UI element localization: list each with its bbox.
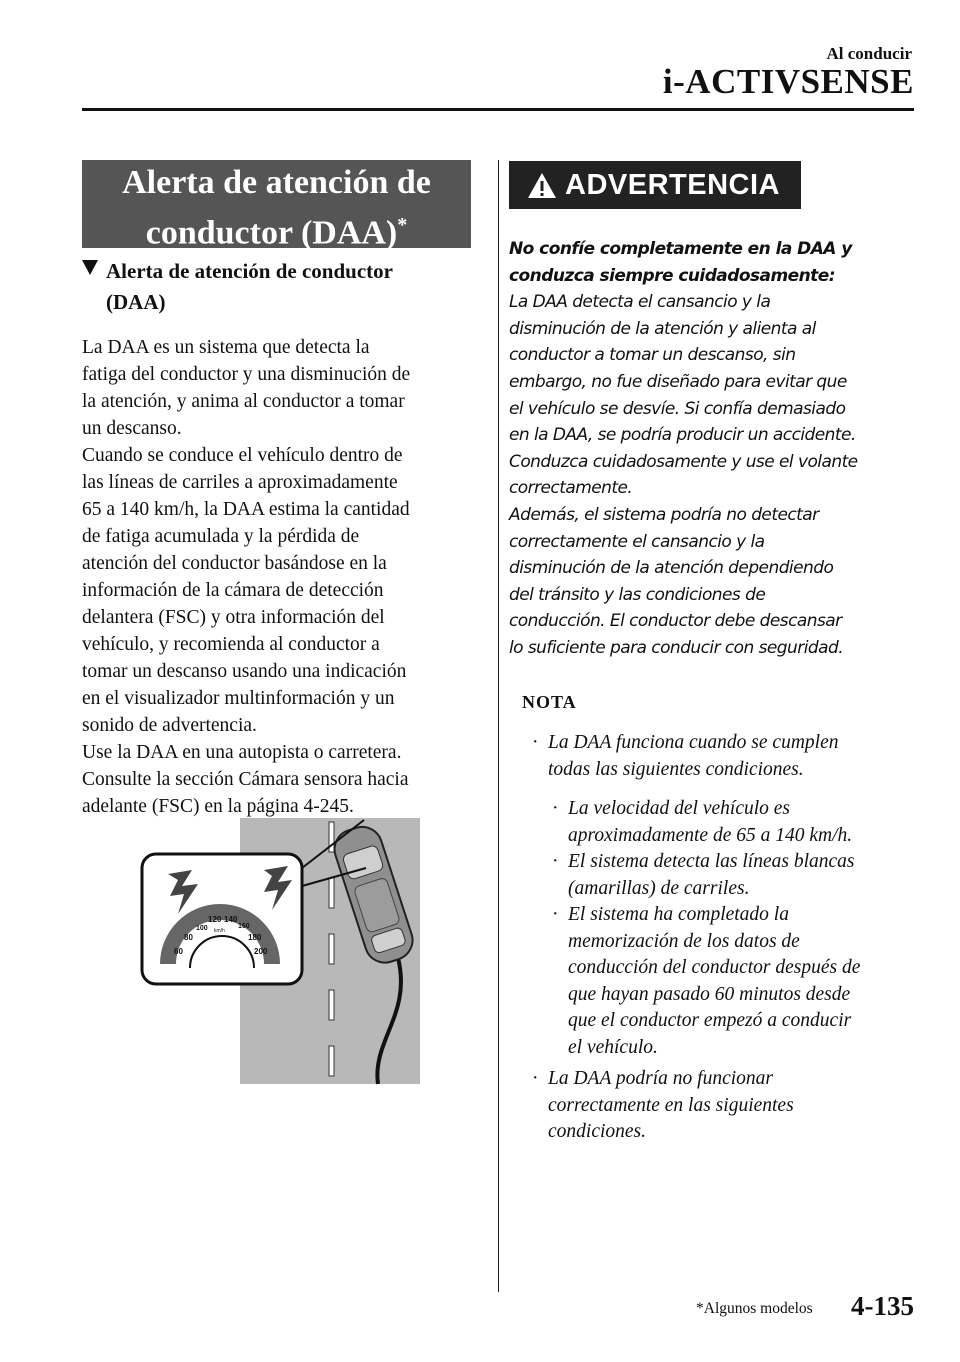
body-line: atención del conductor basándose en la: [82, 553, 387, 574]
nota-line: el vehículo.: [568, 1036, 658, 1058]
speedo-label: 120: [208, 915, 222, 924]
bullet: ·: [552, 851, 559, 872]
warning-lead-line: No confíe completamente en la DAA y: [509, 239, 852, 259]
nota-subitem: [552, 849, 932, 902]
warning-line: disminución de la atención dependiendo: [509, 558, 834, 579]
body-line: información de la cámara de detección: [82, 580, 384, 601]
warning-label: ADVERTENCIA: [565, 168, 780, 201]
body-line: fatiga del conductor y una disminución de: [82, 364, 411, 385]
bullet: ·: [532, 732, 539, 753]
body-line: un descanso.: [82, 418, 182, 439]
daa-illustration: [140, 818, 422, 1091]
body-line: La DAA es un sistema que detecta la: [82, 337, 370, 358]
nota-line: La DAA podría no funcionar: [548, 1068, 773, 1089]
lane-mark: [329, 878, 334, 908]
nota-line: La DAA funciona cuando se cumplen: [548, 732, 839, 753]
body-line: delantera (FSC) y otra información del: [82, 607, 385, 628]
daa-illustration-svg: [140, 818, 422, 1086]
subheading-line2: (DAA): [106, 290, 166, 314]
section-title: [82, 160, 471, 252]
page-number: 4-135: [851, 1291, 914, 1321]
warning-banner: [509, 161, 801, 209]
body-line: Use la DAA en una autopista o carretera.: [82, 742, 402, 763]
nota-line: La velocidad del vehículo es: [568, 798, 791, 819]
warning-line: del tránsito y las condiciones de: [509, 584, 766, 605]
speedo-unit: km/h: [214, 928, 225, 934]
section-title-line2-wrap: [82, 204, 471, 254]
warning-line: el vehículo se desvíe. Si confía demasiado: [509, 398, 846, 419]
body-line: en el visualizador multinformación y un: [82, 688, 395, 709]
warning-lead-line: conduzca siempre cuidadosamente:: [509, 265, 835, 286]
nota-line: El sistema ha completado la: [568, 904, 789, 925]
nota-line: conducción del conductor después de: [568, 957, 861, 978]
body-line: las líneas de carriles a aproximadamente: [82, 472, 398, 493]
footer-note: *Algunos modelos: [696, 1300, 813, 1317]
warning-line: en la DAA, se podría producir un accidente.: [509, 425, 856, 446]
section-title-line1: Alerta de atención de: [122, 164, 431, 201]
header-section: Al conducir: [826, 44, 912, 63]
body-line: vehículo, y recomienda al conductor a: [82, 634, 380, 655]
speedo-label: 200: [254, 947, 268, 956]
warning-line: lo suficiente para conducir con seguridad.: [509, 637, 844, 658]
warning-line: conducción. El conductor debe descansar: [509, 611, 842, 632]
body-line: Consulte la sección Cámara sensora hacia: [82, 769, 409, 790]
body-line: tomar un descanso usando una indicación: [82, 661, 407, 682]
warning-line: correctamente el cansancio y la: [509, 531, 765, 552]
nota-item: [532, 1066, 912, 1146]
subheading: [82, 256, 482, 318]
header-rule: [82, 108, 914, 111]
nota-subitem: [552, 902, 932, 1061]
warning-text: [509, 236, 929, 662]
header-chapter: i-ACTIVSENSE: [662, 62, 914, 101]
body-line: adelante (FSC) en la página 4-245.: [82, 796, 354, 817]
bullet: ·: [552, 798, 559, 819]
warning-line: embargo, no fue diseñado para evitar que: [509, 371, 847, 392]
body-line: sonido de advertencia.: [82, 715, 257, 736]
nota-line: correctamente en las siguientes: [548, 1094, 794, 1116]
column-divider: [498, 160, 499, 1292]
lane-mark: [329, 934, 334, 964]
section-title-line2: conductor (DAA): [145, 214, 398, 252]
warning-line: La DAA detecta el cansancio y la: [509, 292, 771, 313]
lane-mark: [329, 1046, 334, 1076]
nota-line: memorización de los datos de: [568, 930, 800, 952]
warning-line: Conduzca cuidadosamente y use el volante: [509, 451, 858, 472]
speedo-label: 140: [224, 915, 238, 924]
nota-heading: NOTA: [522, 692, 577, 712]
nota-line: todas las siguientes condiciones.: [548, 758, 804, 780]
body-line: de fatiga acumulada y la pérdida de: [82, 526, 360, 547]
body-text: [82, 334, 477, 820]
warning-line: Además, el sistema podría no detectar: [509, 504, 819, 525]
triangle-bullet-icon: [82, 260, 98, 275]
warning-line: conductor a tomar un descanso, sin: [509, 345, 796, 366]
models-asterisk: *: [397, 214, 408, 236]
speedo-label: 100: [196, 925, 208, 932]
nota-line: aproximadamente de 65 a 140 km/h.: [568, 824, 853, 846]
nota-line: El sistema detecta las líneas blancas: [568, 851, 855, 872]
speedo-label: 60: [174, 947, 183, 956]
speedo-label: 180: [248, 933, 262, 942]
warning-line: correctamente.: [509, 478, 633, 499]
speedo-label: 160: [238, 923, 250, 930]
nota-line: que hayan pasado 60 minutos desde: [568, 983, 851, 1005]
warning-line: disminución de la atención y alienta al: [509, 318, 816, 339]
nota-line: (amarillas) de carriles.: [568, 877, 750, 899]
nota-line: condiciones.: [548, 1121, 647, 1142]
subheading-line1: Alerta de atención de conductor: [106, 259, 393, 283]
nota-line: que el conductor empezó a conducir: [568, 1010, 852, 1031]
body-line: Cuando se conduce el vehículo dentro de: [82, 445, 403, 466]
bullet: ·: [552, 904, 559, 925]
body-line: 65 a 140 km/h, la DAA estima la cantidad: [82, 499, 410, 520]
lane-mark: [329, 990, 334, 1020]
body-line: la atención, y anima al conductor a tomar: [82, 391, 405, 412]
warning-triangle-icon: [527, 172, 557, 199]
speedo-label: 80: [184, 933, 193, 942]
nota-item: [532, 730, 912, 783]
bullet: ·: [532, 1068, 539, 1089]
nota-subitem: [552, 796, 932, 849]
